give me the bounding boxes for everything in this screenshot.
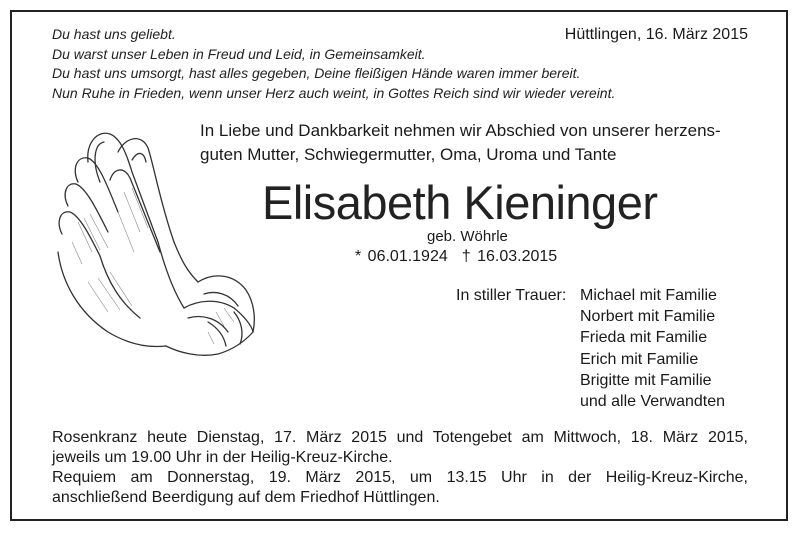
poem-line: Nun Ruhe in Frieden, wenn unser Herz auch weint, in Gottes Reich sind wir wieder vereint. [52, 84, 616, 101]
mourner: Michael mit Familie [580, 287, 717, 304]
poem-line: Du hast uns geliebt. [52, 26, 176, 42]
service-line: Requiem am Donnerstag, 19. März 2015, um 13.15 Uhr in der Heilig-Kreuz-Kirche, [52, 469, 748, 486]
mourner: Frieda mit Familie [580, 329, 708, 347]
intro-line: In Liebe und Dankbarkeit nehmen wir Abschied von unserer herzens- [200, 121, 721, 140]
place-date: Hüttlingen, 16. März 2015 [564, 26, 748, 43]
poem-line: Du hast uns umsorgt, hast alles gegeben, Deine fleißigen Hände waren immer bereit. [52, 65, 581, 81]
birth-name: geb. Wöhrle [427, 228, 508, 245]
mourner: Brigitte mit Familie [580, 371, 712, 389]
intro-line: guten Mutter, Schwiegermutter, Oma, Uroma und Tante [200, 145, 617, 164]
mourning-label: In stiller Trauer: [456, 287, 567, 304]
mourners-list [580, 285, 725, 412]
service-line: jeweils um 19.00 Uhr in der Heilig-Kreuz-Kirche. [52, 449, 393, 466]
death-date: † 16.03.2015 [461, 248, 558, 265]
mourner: Norbert mit Familie [580, 308, 716, 326]
service-line: Rosenkranz heute Dienstag, 17. März 2015 und Totengebet am Mittwoch, 18. März 2015, [52, 429, 748, 446]
birth-date: * 06.01.1924 [355, 248, 448, 265]
service-line: anschließend Beerdigung auf dem Friedhof Hüttlingen. [52, 489, 440, 506]
life-dates [355, 247, 557, 267]
service-info [52, 428, 748, 508]
deceased-name: Elisabeth Kieninger [262, 176, 658, 229]
poem-line: Du warst unser Leben in Freud und Leid, in Gemeinsamkeit. [52, 45, 426, 62]
mourner: Erich mit Familie [580, 350, 699, 368]
mourner: und alle Verwandten [580, 393, 725, 411]
intro-text [200, 119, 752, 167]
